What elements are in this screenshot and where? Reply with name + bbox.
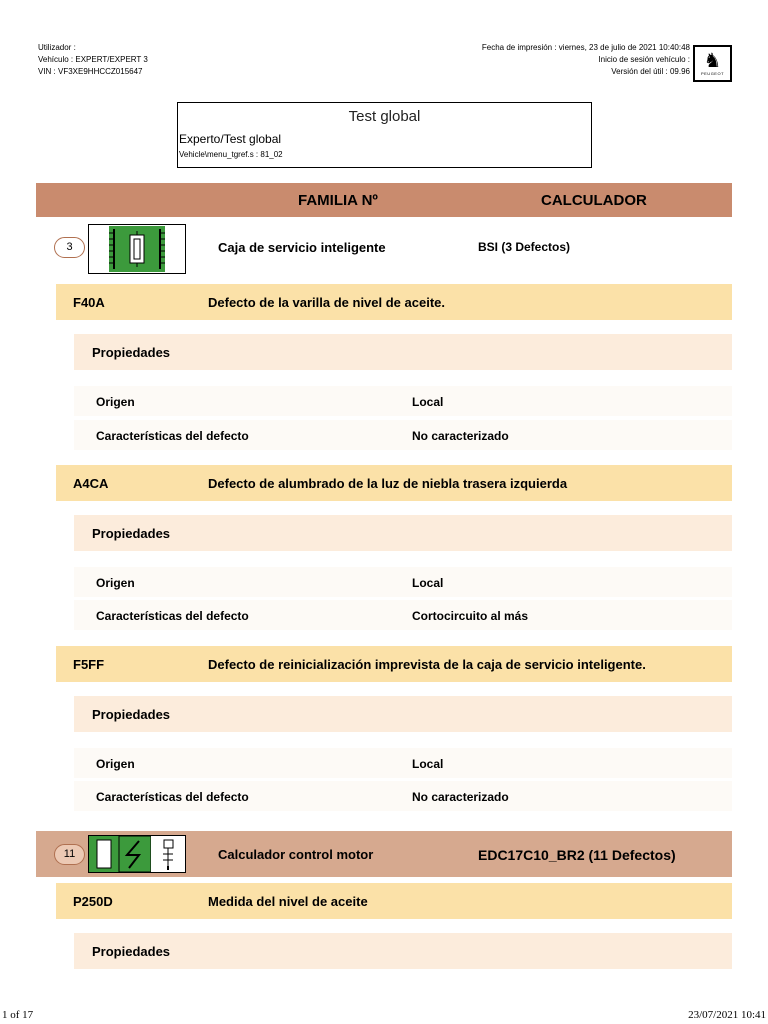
- origin-value: Local: [412, 757, 444, 771]
- print-info: [482, 42, 690, 78]
- user-label: Utilizador :: [38, 43, 76, 52]
- calculator-header: CALCULADOR: [541, 192, 647, 209]
- origin-value: Local: [412, 576, 444, 590]
- fault-description: Defecto de la varilla de nivel de aceite.: [208, 295, 445, 310]
- test-path: Experto/Test global: [179, 132, 282, 146]
- characteristics-label: Características del defecto: [96, 429, 249, 443]
- version-label: Versión del útil : 09.96: [611, 67, 690, 76]
- property-row: [74, 567, 732, 597]
- fault-description: Defecto de alumbrado de la luz de niebla trasera izquierda: [208, 476, 568, 491]
- lion-icon: ♞: [703, 50, 722, 72]
- menu-ref: Vehicle\menu_tgref.s : 81_02: [179, 150, 283, 159]
- ecu-row[interactable]: [36, 222, 732, 272]
- vin-label: VIN : VF3XE9HHCCZ015647: [38, 67, 143, 76]
- properties-label: Propiedades: [92, 526, 171, 541]
- characteristics-value: Cortocircuito al más: [412, 609, 529, 623]
- properties-header: [74, 515, 732, 551]
- defect-count-badge: 11: [54, 844, 85, 865]
- characteristics-label: Características del defecto: [96, 790, 249, 804]
- ecu-code: BSI (3 Defectos): [478, 240, 571, 254]
- properties-label: Propiedades: [92, 707, 171, 722]
- origin-label: Origen: [96, 395, 135, 409]
- test-title-box: [177, 102, 592, 168]
- fault-code: P250D: [73, 894, 113, 909]
- ecu-code: EDC17C10_BR2 (11 Defectos): [478, 847, 676, 863]
- properties-label: Propiedades: [92, 944, 171, 959]
- properties-header: [74, 933, 732, 969]
- brand-wordmark: PEUGEOT: [700, 71, 725, 76]
- session-label: Inicio de sesión vehículo :: [598, 55, 690, 64]
- properties-header: [74, 334, 732, 370]
- fuse-box-icon: [88, 224, 186, 274]
- print-date: Fecha de impresión : viernes, 23 de julio de 2021 10:40:48: [481, 43, 690, 52]
- fault-row[interactable]: [56, 883, 732, 919]
- property-row: [74, 600, 732, 630]
- properties-header: [74, 696, 732, 732]
- property-row: [74, 420, 732, 450]
- vehicle-info: [38, 42, 148, 78]
- footer-datetime: 23/07/2021 10:41: [688, 1009, 766, 1021]
- property-row: [74, 748, 732, 778]
- characteristics-value: No caracterizado: [412, 429, 509, 443]
- test-title: Test global: [348, 108, 421, 125]
- fault-code: A4CA: [73, 476, 109, 491]
- fault-description: Medida del nivel de aceite: [208, 894, 368, 909]
- ecu-name: Calculador control motor: [218, 847, 374, 862]
- properties-label: Propiedades: [92, 345, 171, 360]
- peugeot-logo: [693, 45, 732, 82]
- fault-code: F40A: [73, 295, 105, 310]
- page-number: 1 of 17: [2, 1009, 34, 1021]
- property-row: [74, 781, 732, 811]
- origin-value: Local: [412, 395, 444, 409]
- fault-row[interactable]: [56, 646, 732, 682]
- ecu-name: Caja de servicio inteligente: [218, 240, 386, 255]
- origin-label: Origen: [96, 757, 135, 771]
- vehicle-label: Vehículo : EXPERT/EXPERT 3: [38, 55, 148, 64]
- defect-count-badge: 3: [54, 237, 85, 258]
- characteristics-value: No caracterizado: [412, 790, 509, 804]
- fault-description: Defecto de reinicialización imprevista de la caja de servicio inteligente.: [208, 657, 646, 672]
- engine-ecu-icon: [88, 835, 186, 873]
- origin-label: Origen: [96, 576, 135, 590]
- characteristics-label: Características del defecto: [96, 609, 249, 623]
- fault-code: F5FF: [73, 657, 105, 672]
- ecu-row[interactable]: [36, 831, 732, 877]
- family-header: FAMILIA Nº: [298, 192, 378, 209]
- property-row: [74, 386, 732, 416]
- fault-row[interactable]: [56, 465, 732, 501]
- column-header: [36, 183, 732, 217]
- fault-row[interactable]: [56, 284, 732, 320]
